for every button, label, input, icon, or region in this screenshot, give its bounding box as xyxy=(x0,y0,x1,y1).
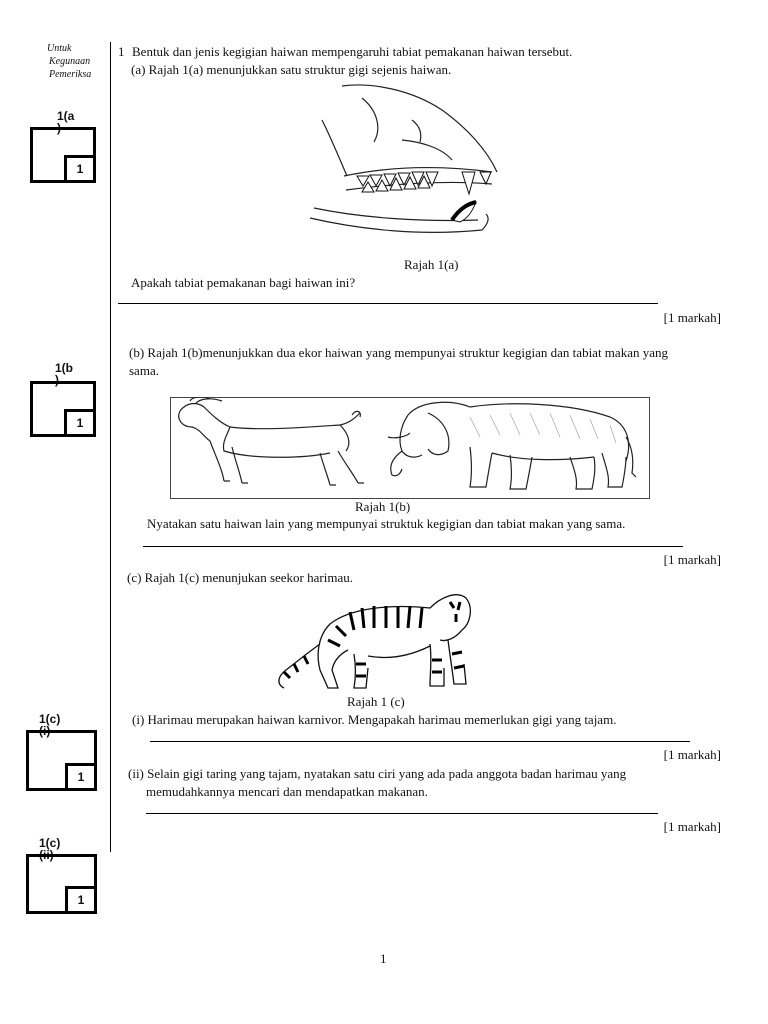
question-1ci: (i) Harimau merupakan haiwan karnivor. Mengapakah harimau memerlukan gigi yang tajam. xyxy=(132,712,617,727)
mark-1cii: [1 markah] xyxy=(663,819,721,834)
score-box-1cii xyxy=(26,854,97,914)
untuk-line: Untuk xyxy=(47,43,72,54)
mark-1a: [1 markah] xyxy=(663,310,721,325)
tiger-figure xyxy=(270,584,480,696)
score-box-1ci xyxy=(26,730,97,791)
tiger-stripes xyxy=(284,602,464,678)
score-box-1b xyxy=(30,381,96,437)
part-c-text: (c) Rajah 1(c) menunjukan seekor harimau. xyxy=(127,570,353,585)
score-cell-1a: 1 xyxy=(64,155,96,183)
question-1cii-line1: (ii) Selain gigi taring yang tajam, nyatakan satu ciri yang ada pada anggota badan harimau yang xyxy=(128,766,627,781)
box-label-1b: 1(b ) xyxy=(55,361,73,387)
score-box-1a xyxy=(30,127,96,183)
score-cell-1b: 1 xyxy=(64,409,96,437)
box-label-1ci: 1(c) (i) xyxy=(39,712,61,738)
elephant-drawing xyxy=(388,402,636,489)
margin-divider xyxy=(110,42,111,852)
question-1a: Apakah tabiat pemakanan bagi haiwan ini? xyxy=(131,275,356,290)
part-a-text: (a) Rajah 1(a) menunjukkan satu struktur gigi sejenis haiwan. xyxy=(131,62,452,77)
score-cell-1cii: 1 xyxy=(65,886,97,914)
question-1b: Nyatakan satu haiwan lain yang mempunyai struktuk kegigian dan tabiat makan yang sama. xyxy=(147,516,626,531)
caption-1a: Rajah 1(a) xyxy=(404,257,459,272)
answer-line-1b xyxy=(143,546,683,547)
box-label-1a: 1(a ) xyxy=(57,109,75,135)
page-number: 1 xyxy=(380,951,387,966)
pemeriksa-line: Pemeriksa xyxy=(49,69,92,80)
answer-line-1a xyxy=(118,303,658,304)
answer-line-1ci xyxy=(150,741,690,742)
caption-1c: Rajah 1 (c) xyxy=(347,694,405,709)
skull-teeth-figure xyxy=(302,80,502,248)
kegunaan-line: Kegunaan xyxy=(49,56,91,67)
question-intro: Bentuk dan jenis kegigian haiwan mempengaruhi tabiat pemakanan haiwan tersebut. xyxy=(132,44,573,59)
question-1cii-line2: memudahkannya mencari dan mendapatkan makanan. xyxy=(146,784,428,799)
goat-drawing xyxy=(179,397,364,485)
box-label-1cii: 1(c) (ii) xyxy=(39,836,61,862)
examiner-use-label xyxy=(47,42,91,81)
part-b-text-line1: (b) Rajah 1(b)menunjukkan dua ekor haiwan yang mempunyai struktur kegigian dan tabiat makan yang xyxy=(129,345,668,360)
answer-line-1cii xyxy=(146,813,658,814)
elephant-hatching xyxy=(470,413,616,443)
mark-1b: [1 markah] xyxy=(663,552,721,567)
score-cell-1ci: 1 xyxy=(65,763,97,791)
goat-elephant-figure xyxy=(170,397,650,499)
question-number: 1 xyxy=(118,44,125,59)
caption-1b: Rajah 1(b) xyxy=(355,499,411,514)
mark-1ci: [1 markah] xyxy=(663,747,721,762)
part-b-text-line2: sama. xyxy=(129,363,159,378)
